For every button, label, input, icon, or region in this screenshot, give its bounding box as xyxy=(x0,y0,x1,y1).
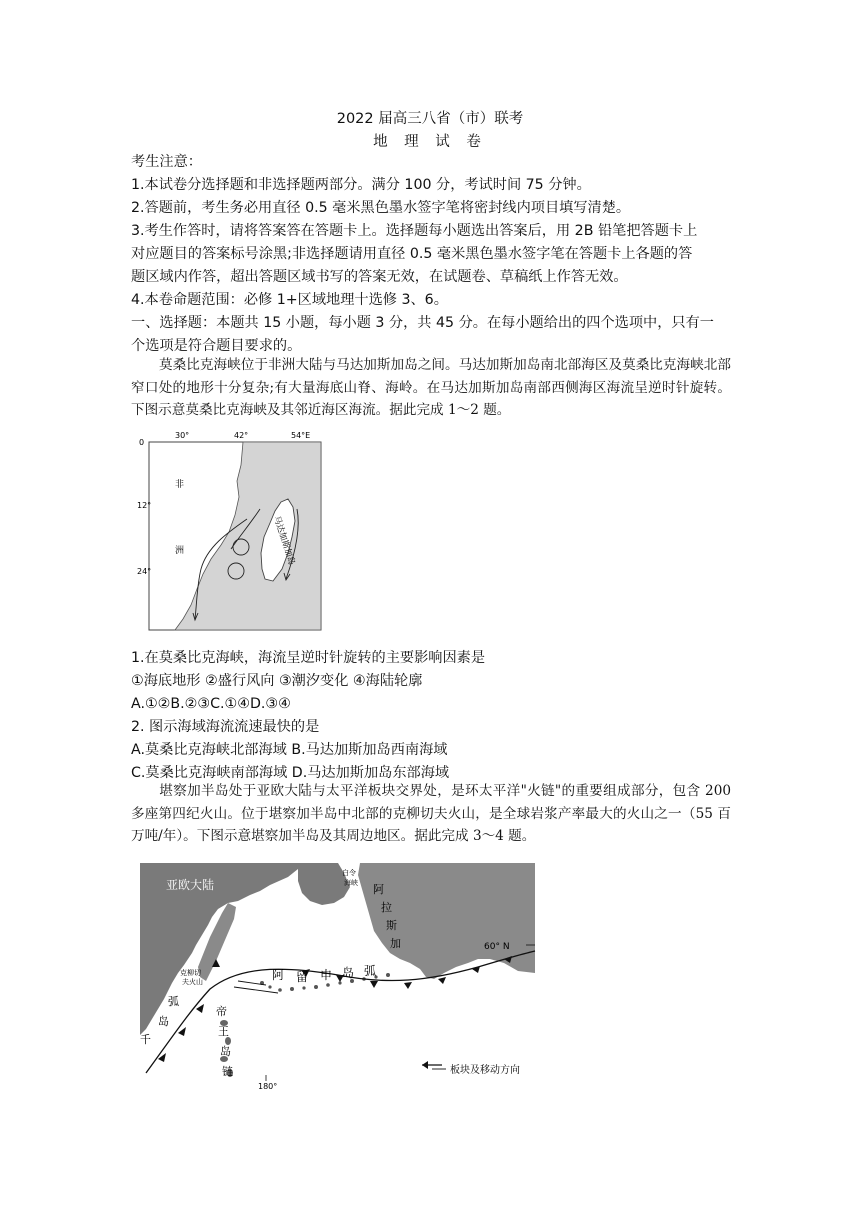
notice-item: 4.本卷命题范围：必修 1+区域地理十选修 3、6。 xyxy=(131,292,448,308)
label-bering-strait: 白令 xyxy=(342,869,356,877)
lon-label: 30° xyxy=(175,431,190,440)
label-volcano: 夫火山 xyxy=(182,978,203,986)
map-kamchatka xyxy=(138,863,548,1091)
question-1-stem: 1.在莫桑比克海峡，海流呈逆时针旋转的主要影响因素是 xyxy=(131,650,486,666)
label-emperor: 岛 xyxy=(220,1045,231,1058)
exam-title: 2022 届高三八省（市）联考 xyxy=(336,111,524,127)
label-volcano: 克柳切 xyxy=(180,969,201,977)
label-kuril: 岛 xyxy=(158,1015,169,1028)
label-alaska: 斯 xyxy=(386,919,397,932)
continent-label: 非 xyxy=(175,480,185,490)
lon-label: 42° xyxy=(234,431,249,440)
label-kuril: 弧 xyxy=(168,995,179,1008)
notice-item: 对应题目的答案标号涂黑;非选择题请用直径 0.5 毫米黑色墨水签字笔在答题卡上各题的答 xyxy=(131,246,693,262)
question-1-options: A.①②B.②③C.①④D.③④ xyxy=(131,696,291,712)
label-kuril: 千 xyxy=(140,1033,151,1046)
label-emperor: 帝 xyxy=(216,1005,227,1018)
question-2-options: A.莫桑比克海峡北部海域 B.马达加斯加岛西南海域 xyxy=(131,742,448,758)
section-instruction: 一、选择题：本题共 15 小题，每小题 3 分，共 45 分。在每小题给出的四个选项中，只有一 xyxy=(131,315,714,331)
notice-item: 题区域内作答，超出答题区域书写的答案无效，在试题卷、草稿纸上作答无效。 xyxy=(131,269,628,285)
map-mozambique-channel xyxy=(135,429,335,634)
label-alaska: 拉 xyxy=(381,901,392,914)
lat-label: 0 xyxy=(139,438,145,447)
label-alaska: 阿 xyxy=(373,883,384,896)
exam-subtitle: 地 理 试 卷 xyxy=(373,134,487,150)
label-aleutian: 申 xyxy=(320,968,333,982)
label-eurasia: 亚欧大陆 xyxy=(166,878,215,892)
lat-label: 12° xyxy=(137,501,152,510)
label-aleutian: 岛 xyxy=(342,966,355,980)
label-aleutian: 留 xyxy=(296,970,309,984)
lon-label: 54°E xyxy=(291,431,311,440)
passage-mozambique: 莫桑比克海峡位于非洲大陆与马达加斯加岛之间。马达加斯加岛南北部海区及莫桑比克海峡北部窄口处的地形十分复杂;有大量海底山脊、海岭。在马达加斯加岛南部西侧海区海流呈逆时针旋转。下图示意莫桑比克海峡及其邻近海区海流。据此完成 1～2 题。 xyxy=(131,357,731,418)
notice-heading: 考生注意： xyxy=(131,154,202,170)
label-180: 180° xyxy=(258,1082,278,1091)
label-aleutian: 阿 xyxy=(272,968,285,982)
label-bering-strait: 海峡 xyxy=(344,879,358,887)
notice-item: 2.答题前，考生务必用直径 0.5 毫米黑色墨水签字笔将密封线内项目填写清楚。 xyxy=(131,200,631,216)
lat-label: 24° xyxy=(137,567,152,576)
question-2-stem: 2. 图示海域海流流速最快的是 xyxy=(131,719,320,735)
notice-item: 3.考生作答时，请将答案答在答题卡上。选择题每小题选出答案后，用 2B 铅笔把答题卡上 xyxy=(131,223,698,239)
passage-kamchatka: 堪察加半岛处于亚欧大陆与太平洋板块交界处，是环太平洋"火链"的重要组成部分，包含 200 多座第四纪火山。位于堪察加半岛中北部的克柳切夫火山，是全球岩浆产率最大的火山之一（55 百万吨/年）。下图示意堪察加半岛及其周边地区。据此完成 3～4 题。 xyxy=(131,783,731,844)
section-instruction: 个选项是符合题目要求的。 xyxy=(131,338,302,354)
continent-label: 洲 xyxy=(175,546,185,556)
legend-label: 板块及移动方向 xyxy=(450,1065,520,1076)
label-60n: 60° N xyxy=(484,942,510,952)
question-1-factors: ①海底地形 ②盛行风向 ③潮汐变化 ④海陆轮廓 xyxy=(131,673,423,689)
label-emperor: 王 xyxy=(218,1025,229,1038)
island-label: 马达加斯加岛 xyxy=(271,514,297,567)
label-emperor: 链 xyxy=(222,1065,233,1078)
notice-item: 1.本试卷分选择题和非选择题两部分。满分 100 分，考试时间 75 分钟。 xyxy=(131,177,591,193)
label-aleutian: 弧 xyxy=(364,964,377,978)
label-alaska: 加 xyxy=(390,937,401,950)
question-2-options: C.莫桑比克海峡南部海域 D.马达加斯加岛东部海域 xyxy=(131,765,450,781)
